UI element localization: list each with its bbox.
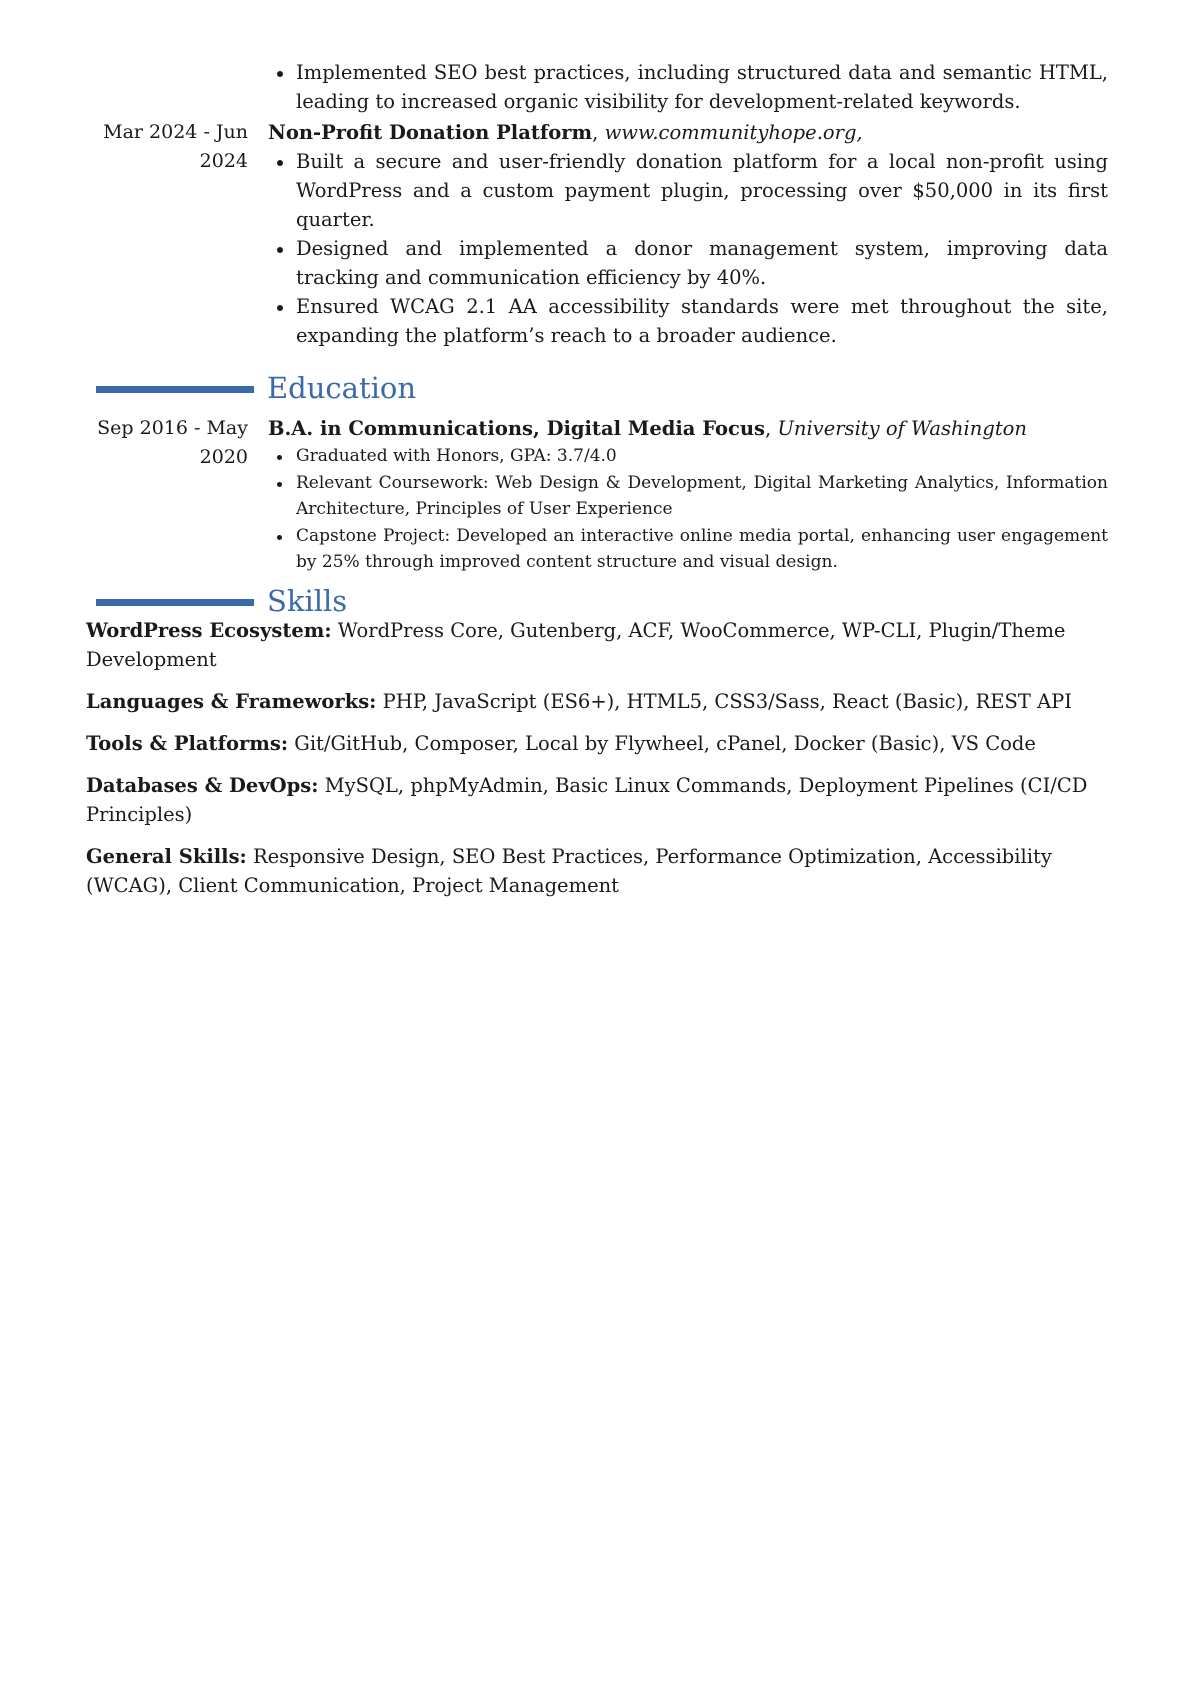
project-heading (268, 118, 1108, 147)
section-title: Education (267, 371, 417, 405)
skill-group-label: Databases & DevOps: (86, 774, 319, 797)
skill-group (86, 842, 1116, 900)
skill-group-text: Responsive Design, SEO Best Practices, Performance Optimization, Accessibility (WCAG), Client Communication, Project Management (86, 845, 1052, 897)
skill-group-label: WordPress Ecosystem: (86, 619, 332, 642)
skill-group-label: Languages & Frameworks: (86, 690, 377, 713)
list-item: Ensured WCAG 2.1 AA accessibility standards were met throughout the site, expanding the platform’s reach to a broader audience. (268, 292, 1108, 350)
section-title: Skills (267, 584, 348, 618)
skills-section-header (0, 583, 1190, 619)
section-rule (96, 599, 254, 606)
skills-list (86, 616, 1116, 913)
project-title: Non-Profit Donation Platform (268, 121, 593, 144)
skill-group-text: PHP, JavaScript (ES6+), HTML5, CSS3/Sass, React (Basic), REST API (376, 690, 1072, 713)
list-item: Implemented SEO best practices, including structured data and semantic HTML, leading to increased organic visibility for development-related keywords. (268, 58, 1108, 116)
skill-group-text: Git/GitHub, Composer, Local by Flywheel, cPanel, Docker (Basic), VS Code (288, 732, 1036, 755)
skill-group (86, 771, 1116, 829)
school-name: University of Washington (777, 417, 1027, 440)
degree-title: B.A. in Communications, Digital Media Focus (268, 417, 766, 440)
education-content (268, 414, 1108, 576)
skill-group (86, 687, 1116, 716)
skill-group-text: MySQL, phpMyAdmin, Basic Linux Commands, Deployment Pipelines (CI/CD Principles) (86, 774, 1088, 826)
project-bullets (268, 147, 1108, 350)
skill-group-label: Tools & Platforms: (86, 732, 289, 755)
section-rule (96, 386, 254, 393)
list-item: Capstone Project: Developed an interactive online media portal, enhancing user engagement by 25% through improved content structure and visual design. (268, 523, 1108, 576)
skill-group (86, 729, 1116, 758)
project-date: Mar 2024 - Jun 2024 (103, 121, 248, 172)
project-separator: , (592, 121, 605, 144)
skill-group-label: General Skills: (86, 845, 247, 868)
education-heading (268, 414, 1108, 443)
list-item: Built a secure and user-friendly donation platform for a local non-profit using WordPress and a custom payment plugin, processing over $50,000 in its first quarter. (268, 147, 1108, 234)
previous-project-content (268, 58, 1108, 116)
skill-group-text: WordPress Core, Gutenberg, ACF, WooCommerce, WP-CLI, Plugin/Theme Development (86, 619, 1066, 671)
education-date: Sep 2016 - May 2020 (97, 417, 248, 468)
education-section-header (0, 370, 1190, 406)
project-content (268, 118, 1108, 350)
project-url[interactable]: www.communityhope.org, (604, 121, 863, 144)
list-item: Graduated with Honors, GPA: 3.7/4.0 (268, 443, 1108, 470)
education-separator: , (765, 417, 778, 440)
list-item: Designed and implemented a donor management system, improving data tracking and communication efficiency by 40%. (268, 234, 1108, 292)
previous-project-bullets (268, 58, 1108, 116)
list-item: Relevant Coursework: Web Design & Development, Digital Marketing Analytics, Information Architecture, Principles of User Experience (268, 470, 1108, 523)
skill-group (86, 616, 1116, 674)
education-bullets (268, 443, 1108, 576)
